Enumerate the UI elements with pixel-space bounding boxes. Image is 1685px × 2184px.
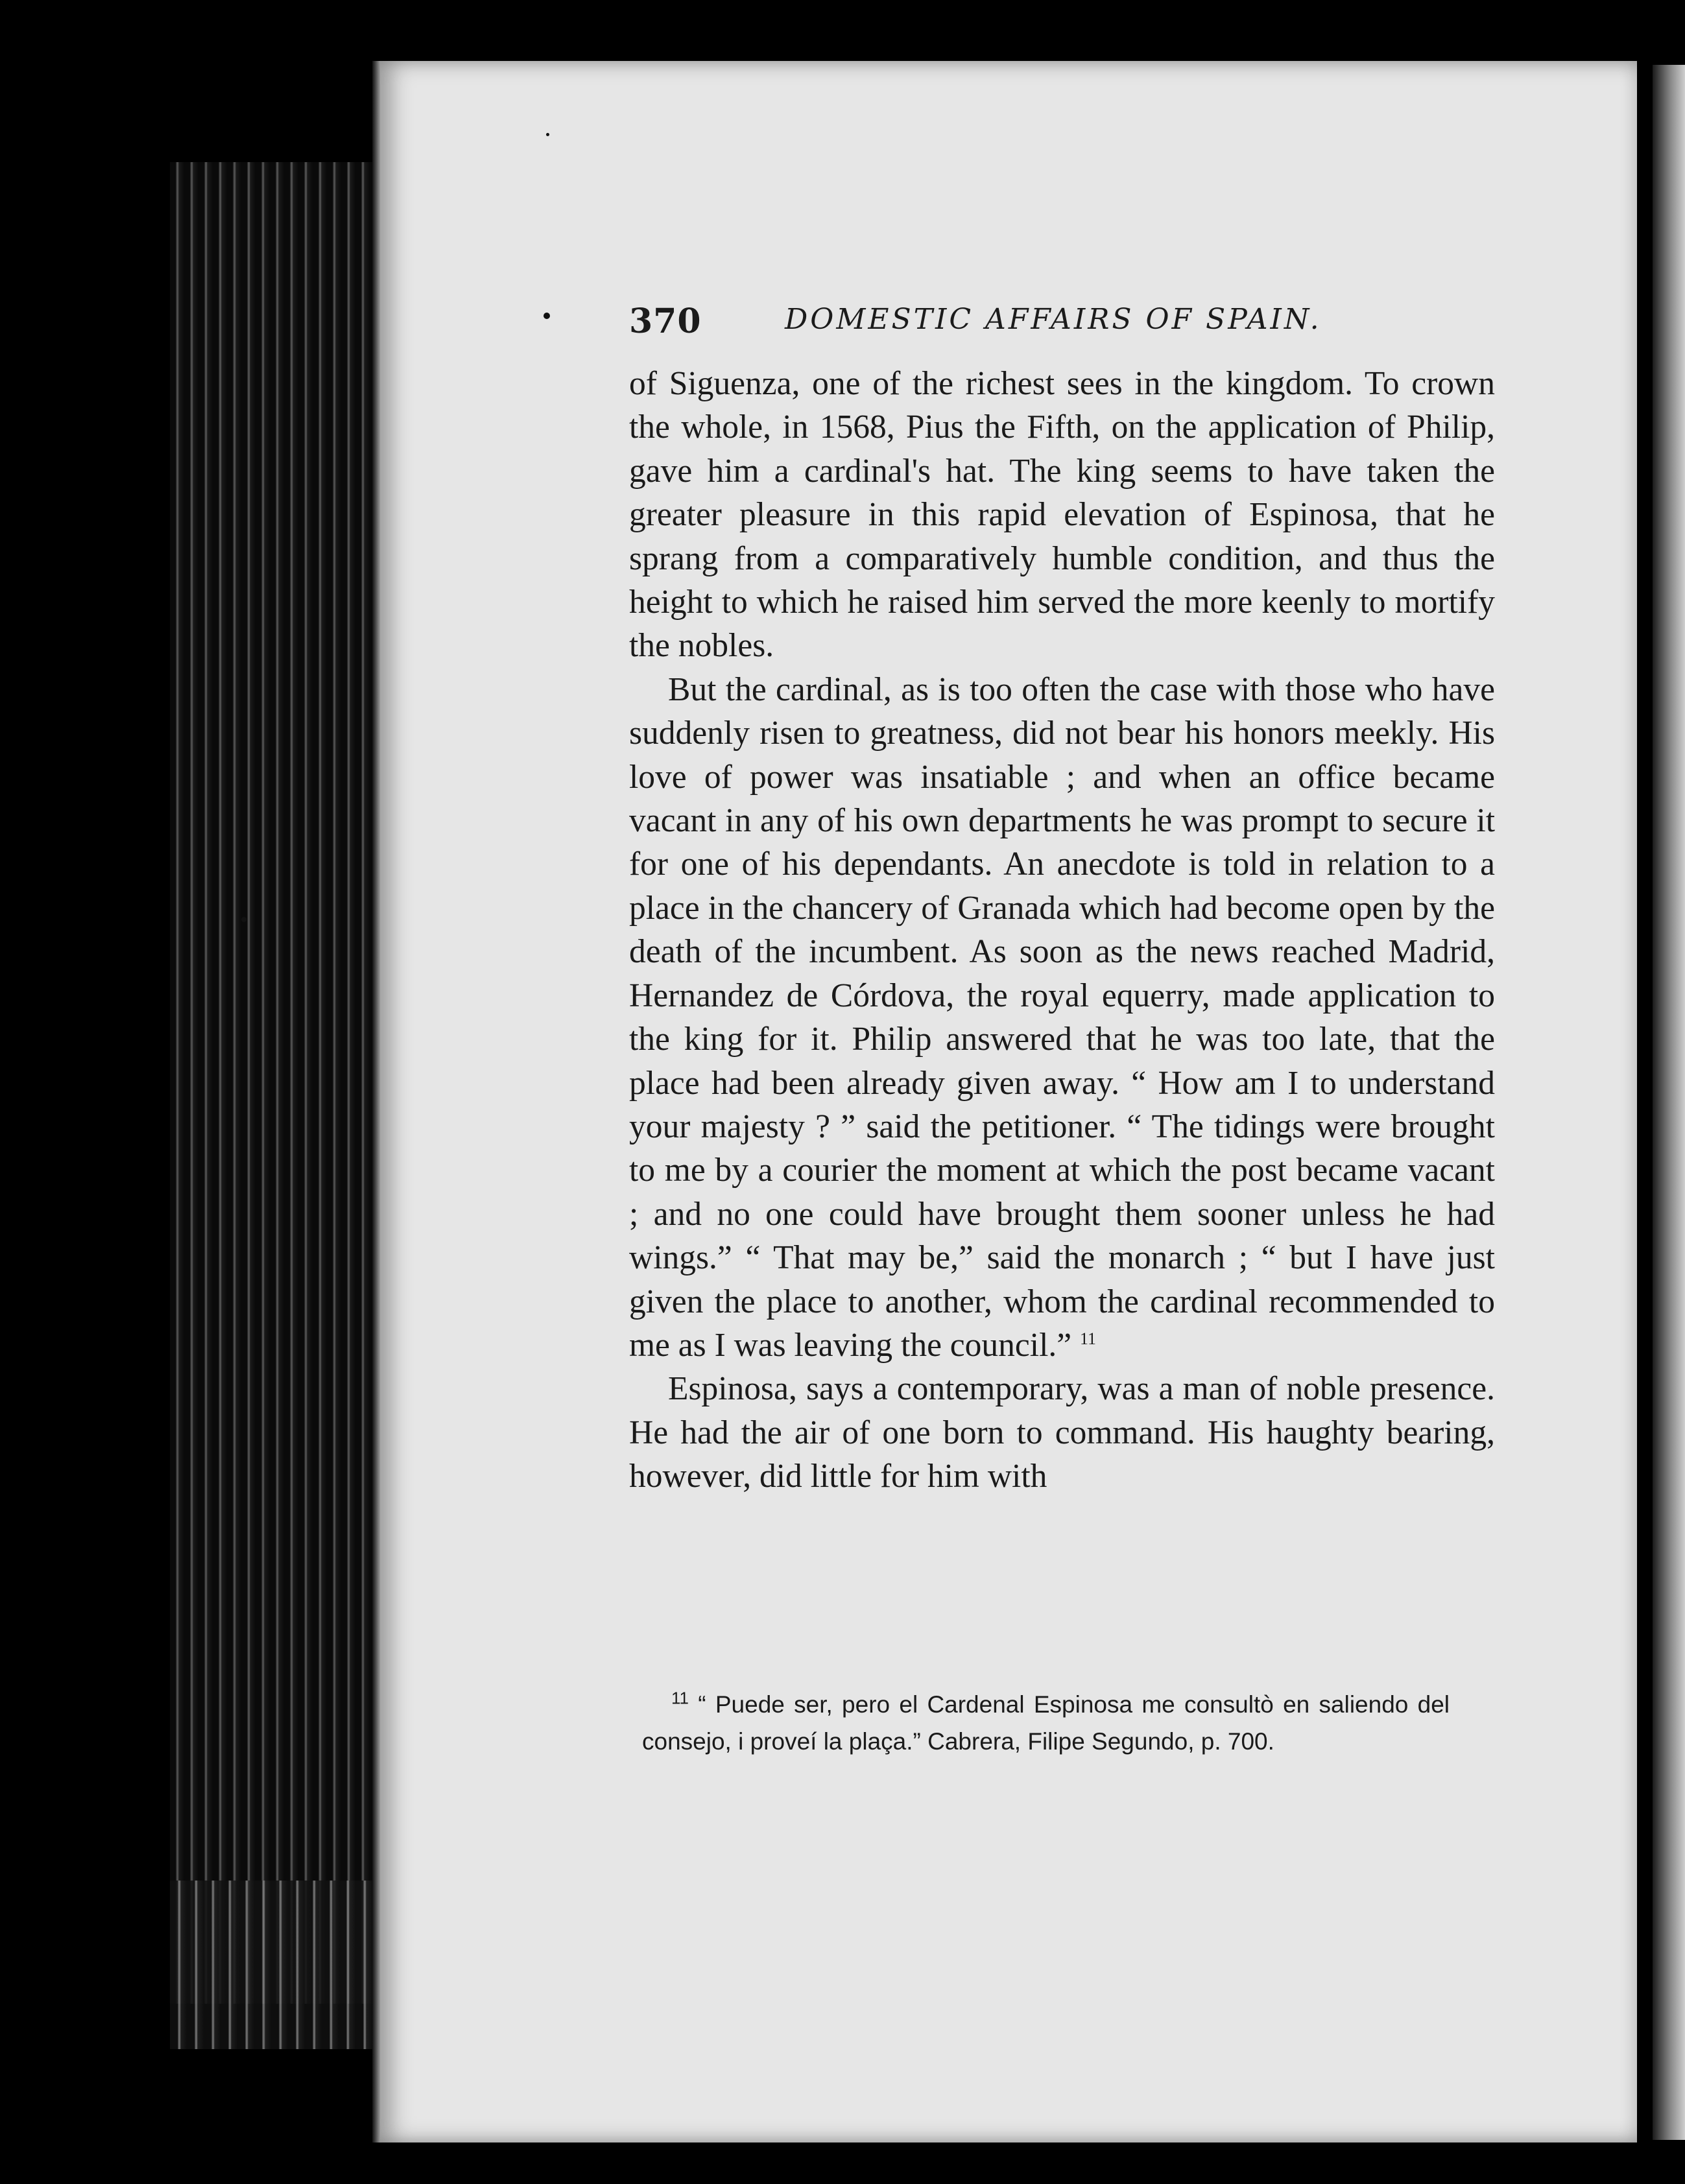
footnote-reference: 11 — [1080, 1329, 1097, 1348]
scan-speck — [544, 313, 550, 319]
paragraph-2-text: But the cardinal, as is too often the case with those who have suddenly risen to greatness, did not bear his honors meekly. His love of power was insatiable ; and when an office became vacant in any of his own departments he was prompt to secure it for one of his dependants. An anecdote is told in relation to a place in the chancery of Granada which had become open by the death of the incumbent. As soon as the news reached Madrid, Hernandez de Córdova, the royal equerry, made application to the king for it. Philip answered that he was too late, that the place had been already given away. “ How am I to understand your majesty ? ” said the petitioner. “ The tidings were brought to me by a courier the moment at which the post became vacant ; and no one could have brought them sooner unless he had wings.” “ That may be,” said the monarch ; “ but I have just given the place to another, whom the cardinal recommended to me as I was leaving the council.” — [629, 671, 1495, 1364]
page-header — [629, 302, 1343, 347]
paragraph-1: of Siguenza, one of the richest sees in the kingdom. To crown the whole, in 1568, Pius the Fifth, on the application of Philip, gave him a cardinal's hat. The king seems to have taken the greater pleasure in this rapid elevation of Espinosa, that he sprang from a comparatively humble condition, and thus the height to which he raised him served the more keenly to mortify the nobles. — [629, 365, 1495, 665]
page-body-text — [629, 362, 1495, 1499]
scan-speck — [241, 917, 246, 922]
footnote-text: “ Puede ser, pero el Cardenal Espinosa me consultò en saliendo del consejo, i proveí la plaça.” Cabrera, Filipe Segundo, p. 700. — [642, 1691, 1450, 1755]
page-number: 370 — [629, 302, 702, 341]
book-page-edges — [170, 162, 384, 2004]
page-gutter-shadow — [372, 61, 380, 2142]
book-page-edges-lower — [170, 1881, 384, 2049]
facing-page-edge — [1653, 65, 1685, 2140]
paragraph-3: Espinosa, says a contemporary, was a man of noble presence. He had the air of one born to command. His haughty bearing, however, did little for him with — [629, 1370, 1495, 1495]
footnote-marker: 11 — [671, 1688, 689, 1708]
scan-speck — [546, 133, 549, 136]
running-head: DOMESTIC AFFAIRS OF SPAIN. — [785, 303, 1322, 336]
paragraph-2 — [629, 668, 1495, 1368]
footnote — [642, 1686, 1450, 1760]
